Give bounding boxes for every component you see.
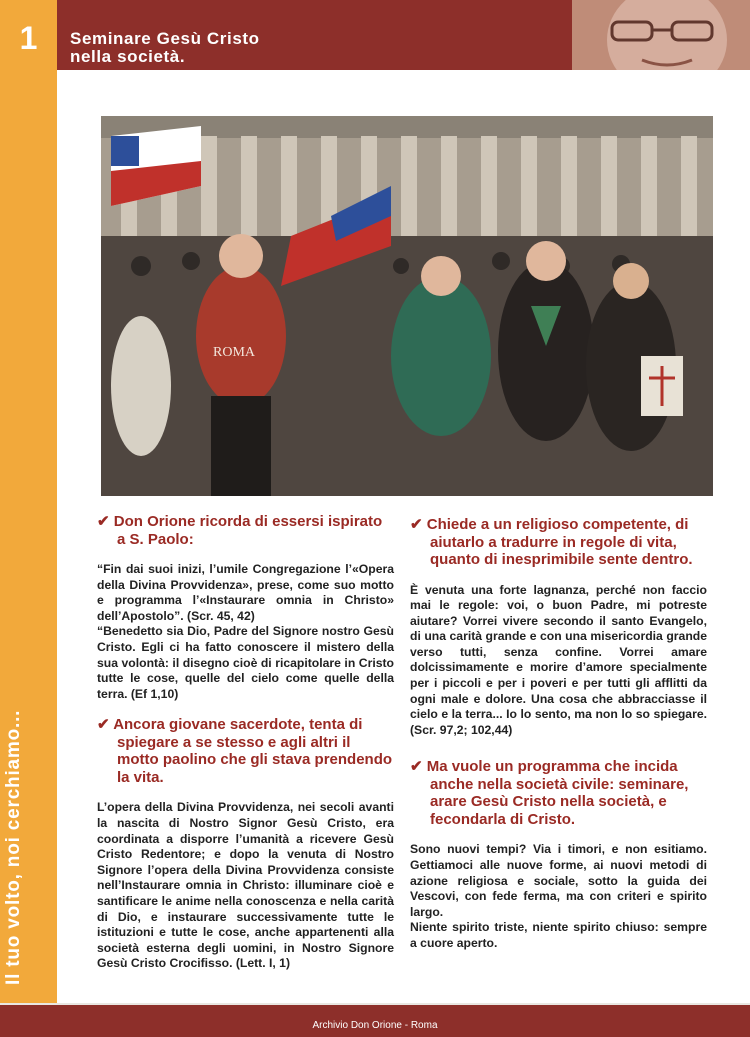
left-heading-2 <box>97 716 394 786</box>
right-column <box>410 516 707 952</box>
title-line-1: Seminare Gesù Cristo <box>70 29 260 48</box>
photo-banner-text: ROMA <box>213 345 256 360</box>
vertical-side-text: Il tuo volto, noi cerchiamo... <box>3 709 24 985</box>
left-heading-2-text: Ancora giovane sacerdote, tenta di spiegare a se stesso e agli altri il motto paolino che gli stava prendendo la vita. <box>113 716 393 786</box>
check-mark-icon: ✔ <box>97 716 114 734</box>
crowd-photo-graphic <box>101 116 713 496</box>
chapter-number-box <box>0 0 57 70</box>
left-heading-1-text: Don Orione ricorda di essersi ispirato a S. Paolo: <box>113 513 383 548</box>
right-paragraph-2: Sono nuovi tempi? Via i timori, e non esitiamo. Gettiamoci alle nuove forme, ai nuovi metodi di azione religiosa e sociale, sotto la guida dei Vescovi, con fede ferma, ma con criteri e spirito largo. <box>410 842 707 919</box>
left-heading-1 <box>97 513 394 548</box>
page-title <box>70 30 260 66</box>
right-paragraph-3: Niente spirito triste, niente spirito chiuso: sempre a cuore aperto. <box>410 920 707 950</box>
right-heading-1 <box>410 516 707 569</box>
right-paragraph-1: È venuta una forte lagnanza, perché non faccio mai le regole: voi, o buon Padre, mi potreste aiutare? Vorrei vivere secondo il santo Evangelo, di una carità grande e con una misericordia grande verso tutti, senza confine. Vorrei amare dolcissimamente e morire d’amore specialmente per i piccoli e per i poveri e per tutti gli afflitti da ogni male e dolore. Una cosa che abbracciasse il cielo e la terra... Io lo sento, ma non lo so spiegare. (Scr. 97,2; 102,44) <box>410 582 707 737</box>
check-mark-icon: ✔ <box>410 516 427 533</box>
crowd-photo <box>101 116 713 496</box>
check-mark-icon: ✔ <box>97 513 114 530</box>
left-paragraph-3: L’opera della Divina Provvidenza, nei secoli avanti la nascita di Nostro Signor Gesù Cristo, era coordinata a disporre l’umanità a ricevere Gesù Cristo Redentore; e dopo la venuta di Nostro Signore l’opera della Divina Provvidenza consiste nell’Instaurare omnia in Christo: illuminare cioè e santificare le anime nella conoscenza e nella carità di Dio, e instaurare successivamente tutte le istituzioni e tutte le cose, anche appartenenti alla società esterna degli uomini, in Nostro Signore Gesù Cristo Crocifisso. (Lett. I, 1) <box>97 800 394 971</box>
right-heading-2-text: Ma vuole un programma che incida anche nella società civile: seminare, arare Gesù Cristo nella società, e fecondarla di Cristo. <box>426 758 689 828</box>
portrait-graphic <box>572 0 750 76</box>
right-heading-2 <box>410 758 707 828</box>
check-mark-icon: ✔ <box>410 758 427 776</box>
title-line-2: nella società. <box>70 47 186 66</box>
chapter-number: 1 <box>19 20 38 56</box>
portrait-image <box>572 0 750 76</box>
left-column <box>97 513 394 972</box>
left-paragraph-2: “Benedetto sia Dio, Padre del Signore nostro Gesù Cristo. Egli ci ha fatto conoscere il mistero della sua volontà: il disegno cioè di ricapitolare in Cristo tutte le cose, quelle del cielo come quelle della terra. (Ef 1,10) <box>97 624 394 701</box>
left-paragraph-1: “Fin dai suoi inizi, l’umile Congregazione l’«Opera della Divina Provvidenza», prese, come suo motto e programma l’«Instaurare omnia in Christo» dell’Apostolo”. (Scr. 45, 42) <box>97 562 394 623</box>
archive-footer: Archivio Don Orione - Roma <box>312 1020 438 1031</box>
right-heading-1-text: Chiede a un religioso competente, di aiutarlo a tradurre in regole di vita, quanto di inesprimibile sente dentro. <box>426 516 693 568</box>
